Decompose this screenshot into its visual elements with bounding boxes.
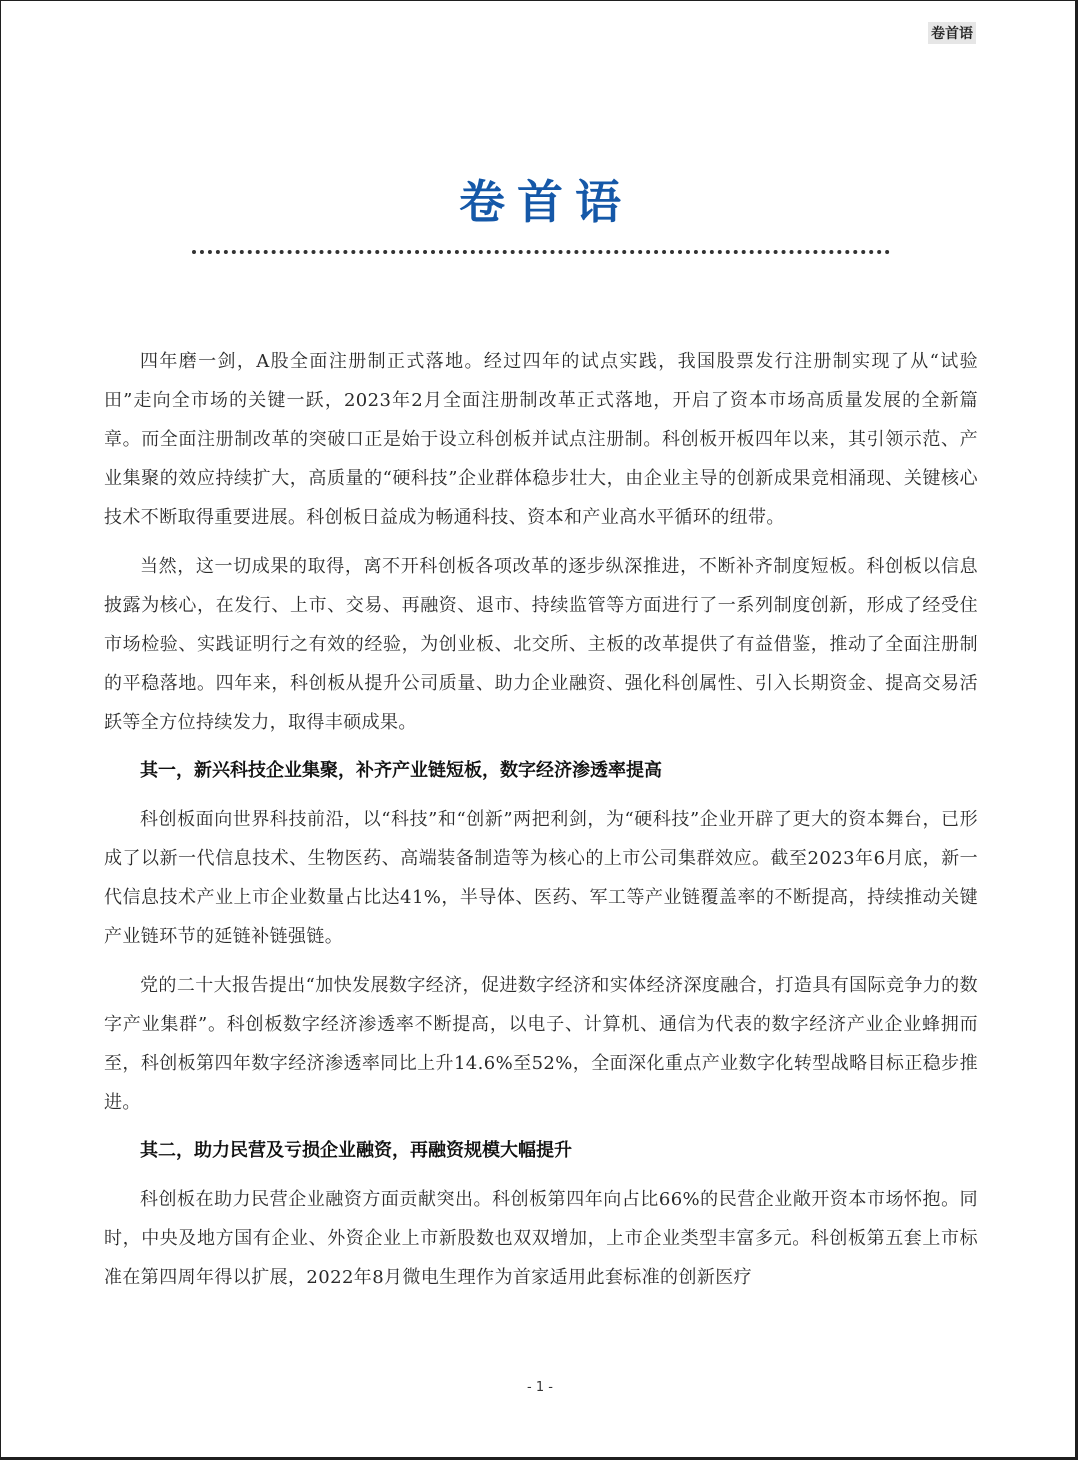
running-header: 卷首语 (928, 22, 976, 44)
page-number: - 1 - (527, 1380, 553, 1395)
paragraph: 四年磨一剑，A股全面注册制正式落地。经过四年的试点实践，我国股票发行注册制实现了从“试验田”走向全市场的关键一跃，2023年2月全面注册制改革正式落地，开启了资本市场高质量发展的全新篇章。而全面注册制改革的突破口正是始于设立科创板并试点注册制。科创板开板四年以来，其引领示范、产业集聚的效应持续扩大，高质量的“硬科技”企业群体稳步壮大，由企业主导的创新成果竞相涌现、关键核心技术不断取得重要进展。科创板日益成为畅通科技、资本和产业高水平循环的纽带。 (104, 351, 978, 528)
section-heading: 其一，新兴科技企业集聚，补齐产业链短板，数字经济渗透率提高 (140, 760, 662, 781)
paragraph: 科创板在助力民营企业融资方面贡献突出。科创板第四年向占比66%的民营企业敞开资本市场怀抱。同时，中央及地方国有企业、外资企业上市新股数也双双增加，上市企业类型丰富多元。科创板第五套上市标准在第四周年得以扩展，2022年8月微电生理作为首家适用此套标准的创新医疗 (104, 1189, 978, 1288)
paragraph: 科创板面向世界科技前沿，以“科技”和“创新”两把利剑，为“硬科技”企业开辟了更大的资本舞台，已形成了以新一代信息技术、生物医药、高端装备制造等为核心的上市公司集群效应。截至2023年6月底，新一代信息技术产业上市企业数量占比达41%，半导体、医药、军工等产业链覆盖率的不断提高，持续推动关键产业链环节的延链补链强链。 (104, 809, 978, 947)
article-body (104, 342, 978, 1307)
section-heading: 其二，助力民营及亏损企业融资，再融资规模大幅提升 (140, 1140, 572, 1161)
title-dotted-divider (192, 250, 890, 254)
paragraph: 当然，这一切成果的取得，离不开科创板各项改革的逐步纵深推进，不断补齐制度短板。科创板以信息披露为核心，在发行、上市、交易、再融资、退市、持续监管等方面进行了一系列制度创新，形成了经受住市场检验、实践证明行之有效的经验，为创业板、北交所、主板的改革提供了有益借鉴，推动了全面注册制的平稳落地。四年来，科创板从提升公司质量、助力企业融资、强化科创属性、引入长期资金、提高交易活跃等全方位持续发力，取得丰硕成果。 (104, 556, 978, 733)
page-title: 卷首语 (459, 175, 633, 229)
paragraph: 党的二十大报告提出“加快发展数字经济，促进数字经济和实体经济深度融合，打造具有国际竞争力的数字产业集群”。科创板数字经济渗透率不断提高，以电子、计算机、通信为代表的数字经济产业企业蜂拥而至，科创板第四年数字经济渗透率同比上升14.6%至52%，全面深化重点产业数字化转型战略目标正稳步推进。 (104, 975, 978, 1113)
